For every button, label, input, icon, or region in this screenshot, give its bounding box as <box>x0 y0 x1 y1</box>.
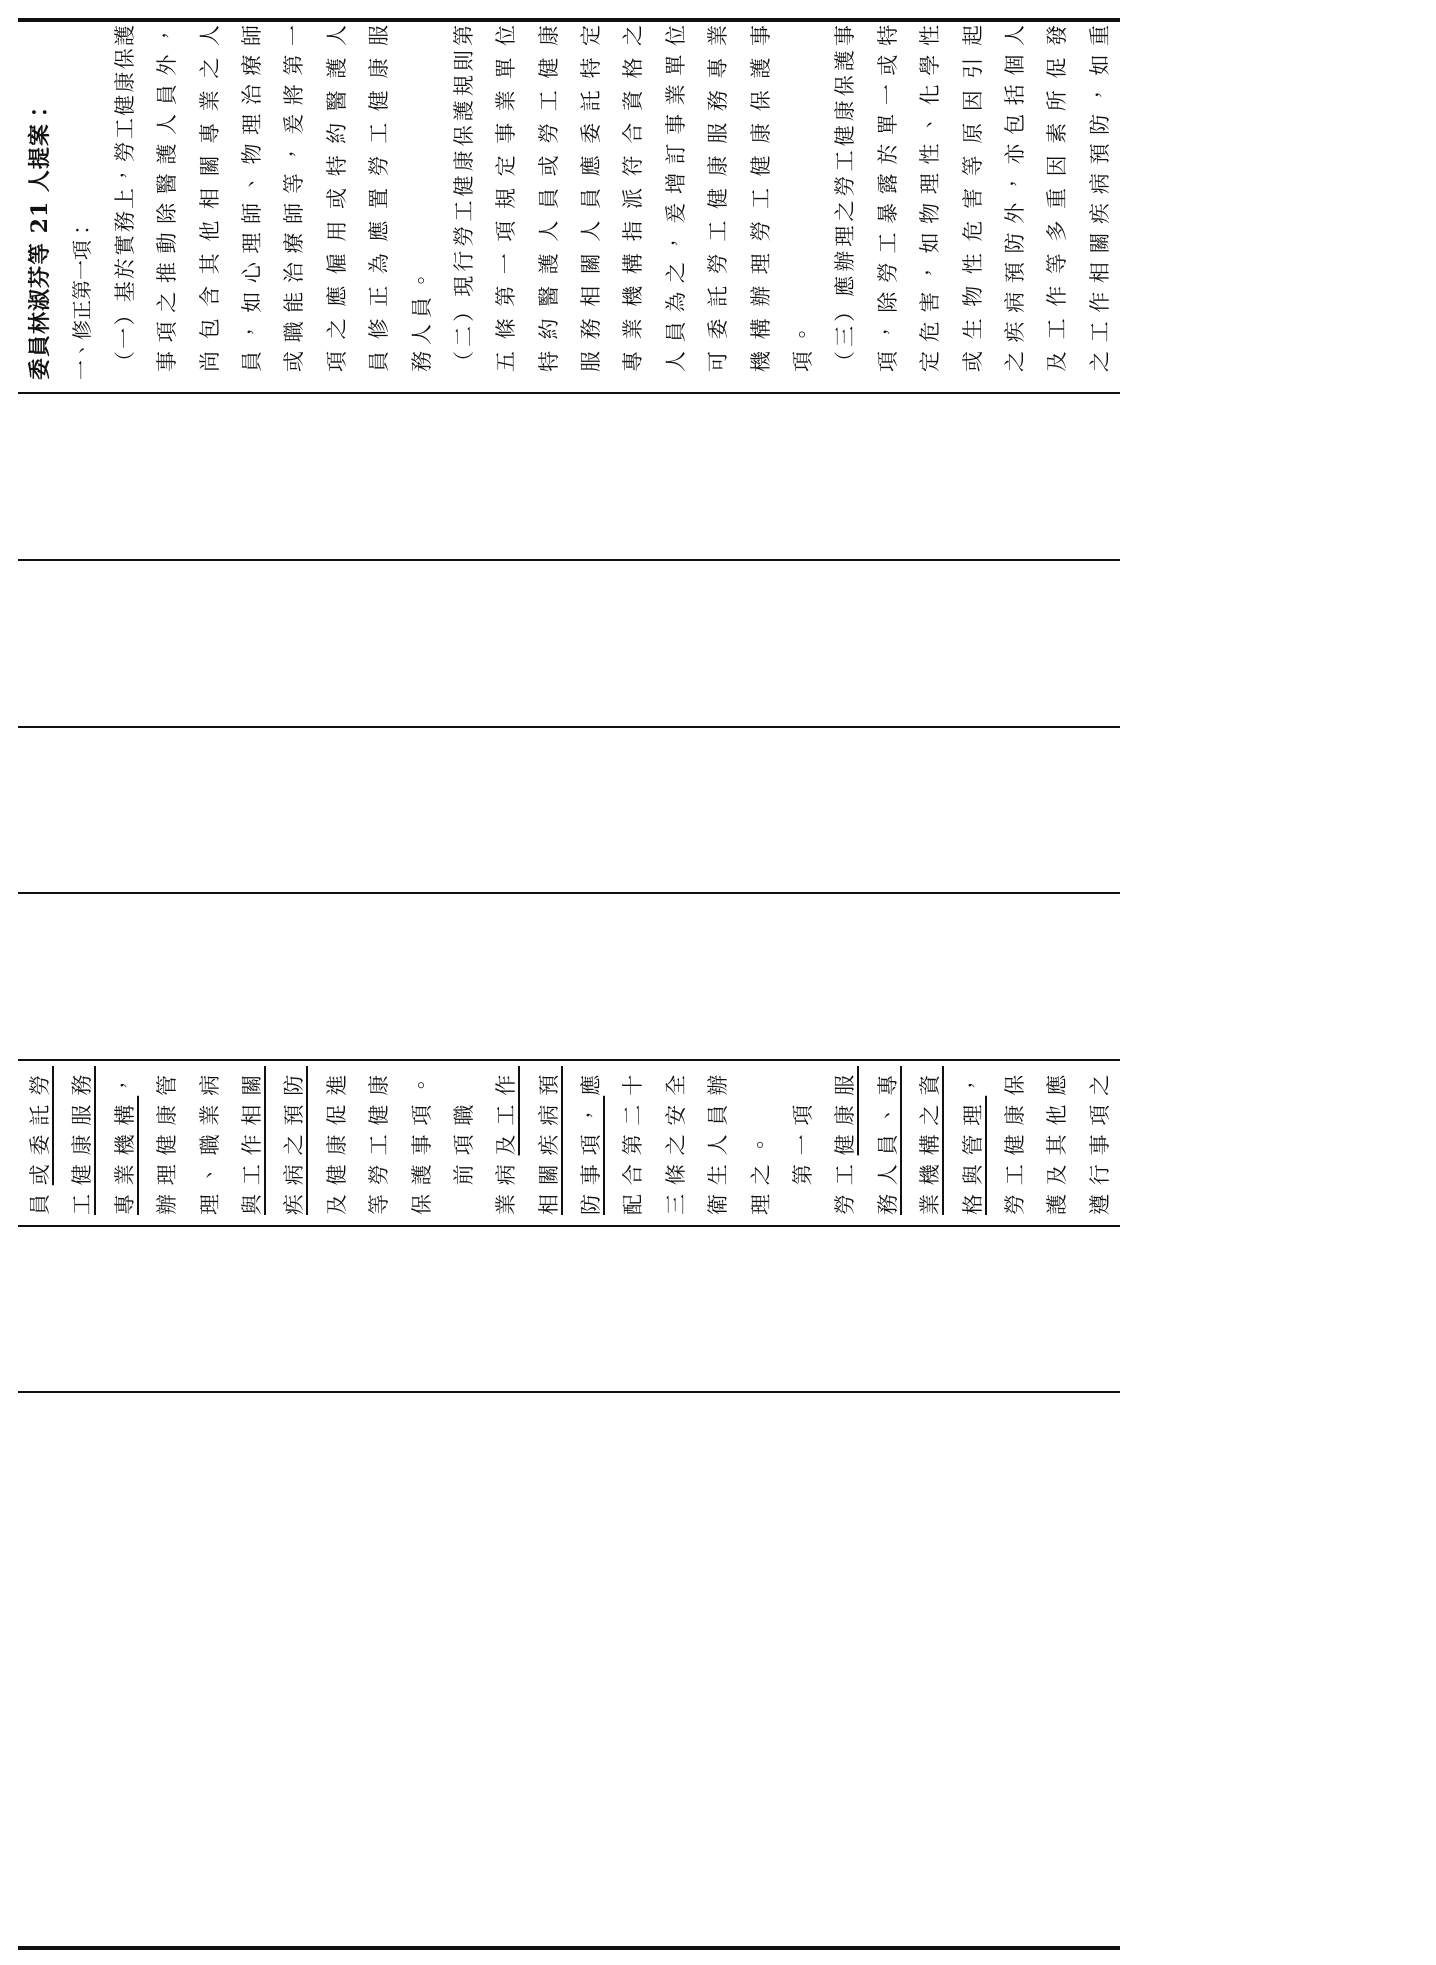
article-text-line <box>401 1063 443 1215</box>
article-text-line <box>485 1063 527 1215</box>
article-text: 辦理健康管 <box>155 1066 180 1215</box>
article-text-line <box>782 1063 824 1215</box>
proposal-text-line: 項之應僱用或特約醫護人 <box>324 25 349 372</box>
empty-table-cell <box>18 1393 1122 1946</box>
article-text-line <box>612 1063 654 1215</box>
underlined-amendment-text: 業機構之資 <box>918 1066 943 1215</box>
article-text-line <box>909 1063 951 1215</box>
underlined-amendment-text: 或委託勞 <box>28 1065 52 1186</box>
proposal-text-line: 尚包含其他相關專業之人 <box>197 25 222 372</box>
proposal-text-line: （二）現行勞工健康保護規則第 <box>451 25 476 372</box>
underlined-amendment-text: 專業機構 <box>112 1095 137 1215</box>
proposal-point-3 <box>824 25 1121 372</box>
proposal-text-line: 項。 <box>791 318 816 372</box>
article-text-line <box>104 1063 146 1215</box>
article-text: 勞工 <box>833 1155 858 1215</box>
article-text-line <box>867 1063 909 1215</box>
article-text-line <box>358 1063 400 1215</box>
article-text-line <box>1079 1063 1121 1215</box>
article-text-line <box>952 1063 994 1215</box>
proposal-point-1 <box>104 25 443 372</box>
article-text-line <box>824 1063 866 1215</box>
article-text-line <box>655 1063 697 1215</box>
empty-table-cell <box>18 561 1122 726</box>
article-text: 前項職 <box>451 1095 476 1215</box>
proposal-text-line: 事項之推動除醫護人員外， <box>155 25 180 372</box>
underlined-amendment-text: 與工作相關 <box>239 1066 264 1215</box>
empty-table-cell <box>18 728 1122 892</box>
underlined-amendment-text: 及工作 <box>494 1065 519 1156</box>
article-text: 保護事項。 <box>409 1066 434 1215</box>
article-text: 配合第二十 <box>621 1066 646 1215</box>
article-text: 員 <box>28 1185 52 1215</box>
proposal-point-2 <box>443 25 825 372</box>
proposal-text-line: 之疾病預防外，亦包括個人 <box>1002 25 1027 372</box>
proposal-text-line: 員，如心理師、物理治療師 <box>239 25 264 372</box>
proposal-text-line: 機構辦理勞工健康保護事 <box>748 25 773 372</box>
article-text: 應 <box>579 1065 604 1096</box>
proposal-text-line: 務人員。 <box>409 264 434 372</box>
article-text-line <box>994 1063 1036 1215</box>
proposal-heading: 委員林淑芬等 21 人提案： <box>27 100 53 380</box>
proposal-item-heading: 一、修正第一項： <box>70 220 95 380</box>
article-text: ， <box>112 1065 137 1096</box>
article-text: 第一項 <box>791 1095 816 1215</box>
article-text-block <box>19 1063 1121 1215</box>
table-bottom-rule <box>18 1946 1120 1950</box>
article-text: 勞工健康保 <box>1002 1066 1027 1215</box>
proposal-text-line: 五條第一項規定事業單位 <box>494 25 519 372</box>
proposal-text-block <box>19 25 1121 380</box>
article-text: 及健康促進 <box>324 1066 349 1215</box>
underlined-amendment-text: 相關疾病預 <box>536 1066 561 1215</box>
article-text: 遵行事項之 <box>1087 1066 1112 1215</box>
proposal-text-line: 或生物性危害等原因引起 <box>960 25 985 372</box>
proposal-text-line: 項，除勞工暴露於單一或特 <box>875 25 900 372</box>
proposal-text-line: 及工作等多重因素所促發 <box>1045 25 1070 372</box>
article-text-line <box>231 1063 273 1215</box>
empty-table-cell <box>18 1227 1122 1391</box>
underlined-amendment-text: 健康服 <box>833 1065 858 1156</box>
article-text: 衛生人員辦 <box>706 1066 731 1215</box>
proposal-text-line: 員修正為應置勞工健康服 <box>367 25 392 372</box>
underlined-amendment-text: 格與管理 <box>960 1095 985 1215</box>
underlined-amendment-text: 疾病之預防 <box>282 1066 307 1215</box>
proposal-text-line: 人員為之，爰增訂事業單位 <box>663 25 688 372</box>
article-text-line <box>61 1063 103 1215</box>
article-text-line <box>146 1063 188 1215</box>
proposal-text-line: 或職能治療師等，爰將第一 <box>282 25 307 372</box>
article-text-line <box>19 1063 61 1215</box>
proposal-text-line: 之工作相關疾病預防，如重 <box>1087 25 1112 372</box>
article-text-line <box>316 1063 358 1215</box>
proposal-text-line: （三）應辦理之勞工健康保護事 <box>833 25 858 372</box>
article-text: 三條之安全 <box>663 1066 688 1215</box>
article-text: ， <box>960 1065 985 1096</box>
article-text-line <box>189 1063 231 1215</box>
article-text: 理之。 <box>748 1125 773 1215</box>
article-text: 等勞工健康 <box>367 1066 392 1215</box>
article-text-line <box>740 1063 782 1215</box>
underlined-amendment-text: 工健康服務 <box>70 1066 95 1215</box>
proposal-points <box>104 25 1121 372</box>
article-text-line <box>528 1063 570 1215</box>
article-text: 理、職業病 <box>197 1066 222 1215</box>
amended-article-cell <box>18 1061 1122 1225</box>
proposal-text-line: 特約醫護人員或勞工健康 <box>536 25 561 372</box>
article-text-line <box>443 1063 485 1215</box>
article-text-line <box>570 1063 612 1215</box>
proposal-cell <box>18 22 1122 392</box>
proposal-text-line: 服務相關人員應委託特定 <box>579 25 604 372</box>
proposal-text-line: 可委託勞工健康服務專業 <box>706 25 731 372</box>
article-text-line <box>697 1063 739 1215</box>
empty-table-cell <box>18 394 1122 559</box>
article-text: 護及其他應 <box>1045 1066 1070 1215</box>
empty-table-cell <box>18 894 1122 1059</box>
article-text-line <box>273 1063 315 1215</box>
proposal-text-line: 定危害，如物理性、化學性 <box>918 25 943 372</box>
article-text: 業病 <box>494 1155 519 1215</box>
article-text-line <box>1036 1063 1078 1215</box>
underlined-amendment-text: 防事項， <box>579 1095 604 1215</box>
proposal-text-line: （一）基於實務上，勞工健康保護 <box>112 25 137 372</box>
proposal-text-line: 專業機構指派符合資格之 <box>621 25 646 372</box>
underlined-amendment-text: 務人員、專 <box>875 1066 900 1215</box>
